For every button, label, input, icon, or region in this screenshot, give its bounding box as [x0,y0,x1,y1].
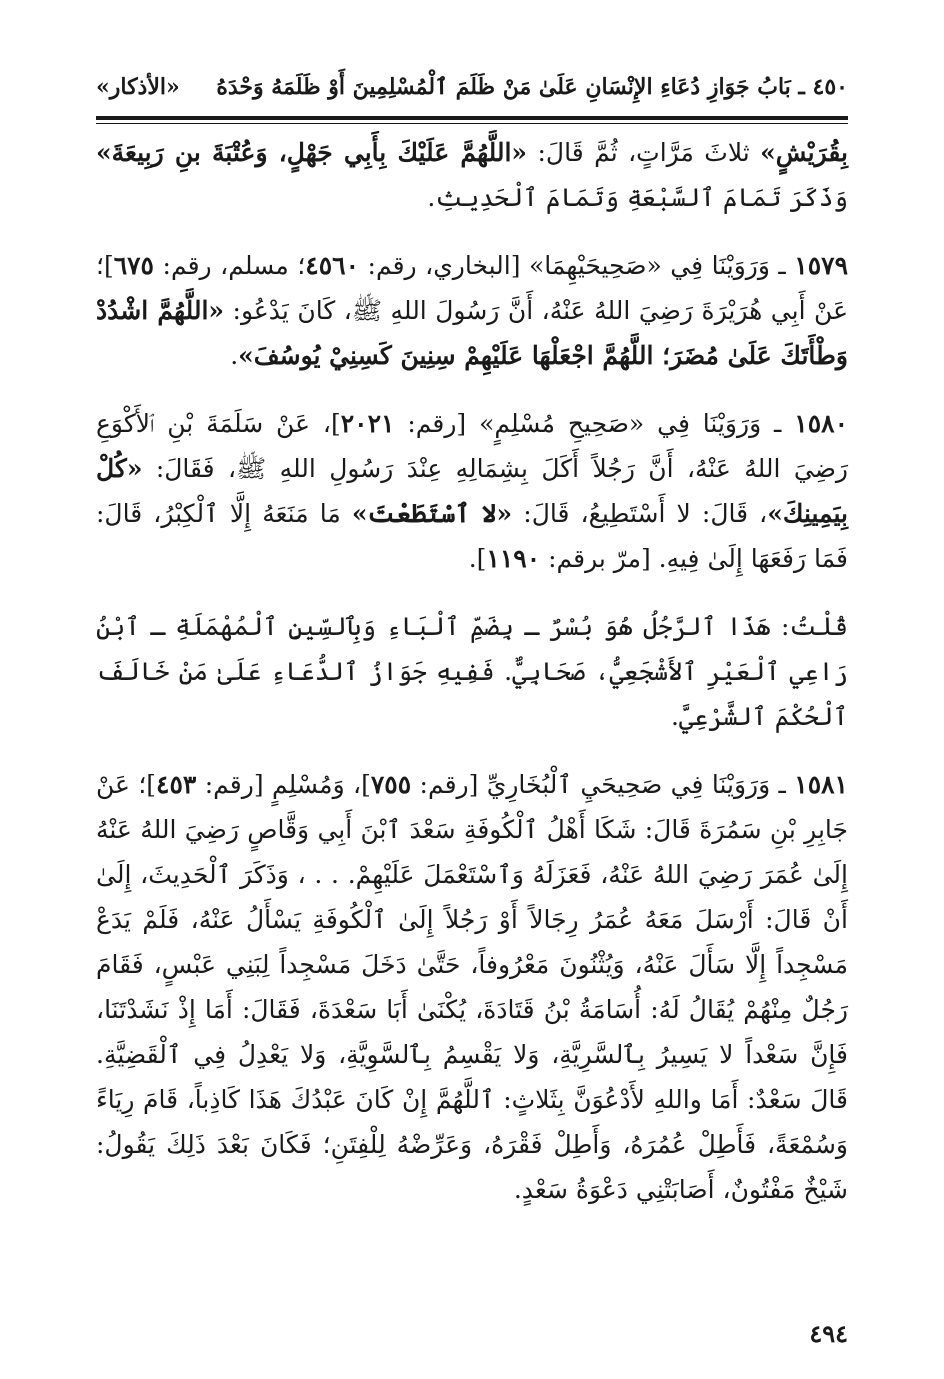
header-rule-thin [96,123,848,124]
text-segment: ، قَالَ: لا أَسْتَطِيعُ، قَالَ: [512,499,768,528]
bold-segment: ١٥٧٩ [794,251,848,280]
text-segment: ]؛ عَنْ أَبِي هُرَيْرَةَ رَضِيَ اللهُ عَنْهُ، أَنَّ رَسُولَ اللهِ ﷺ، كَانَ يَدْعُو: [96,251,848,325]
text-segment: ـ وَرَوَيْنَا فِي «صَحِيحِ مُسْلِمٍ» [رقم: [394,409,795,438]
paragraph [96,243,848,378]
bold-segment: ٤٥٣ [156,770,197,799]
paragraph [96,401,848,581]
bold-segment: ٤٥٦٠ [305,251,359,280]
bold-segment: ١٥٨١ [794,770,848,799]
bold-segment: «لا ٱسْتَطَعْتَ» [351,499,513,528]
text-segment: ]، وَمُسْلِمٍ [رقم: [196,770,371,799]
text-segment: وَذَكَرَ تَمَامَ ٱلسَّبْعَةِ وَتَمَامَ ٱلْحَدِيثِ. [427,183,848,212]
text-segment: قُلْتُ: هَذَا ٱلرَّجُلُ هُوَ بُسْرٌ ـ بِضَمِّ ٱلْبَاءِ وَبِٱلسِّينِ ٱلْمُهْمَلَةِ ـ ٱبْنُ رَاعِي ٱلْعَيْرِ ٱلأَشْجَعِيُّ، صَحَابِيٌّ. فَفِيهِ جَوَازُ ٱلدُّعَاءِ عَلَىٰ مَنْ خَالَفَ ٱلْحُكْمَ ٱلشَّرْعِيَّ. [96,612,848,731]
paragraph [96,604,848,739]
bold-segment: ٦٧٥ [113,251,154,280]
text-segment: ؛ مسلم، رقم: [154,251,306,280]
text-segment: مَا مَنَعَهُ إِلَّا ٱلْكِبْرُ، قَالَ: فَمَا رَفَعَهَا إِلَىٰ فِيهِ. [مرّ برقم: [96,499,848,573]
bold-segment: ١٥٨٠ [794,409,848,438]
text-segment: ـ وَرَوَيْنَا فِي صَحِيحَيِ ٱلْبُخَارِيِّ [رقم: [411,770,795,799]
bold-segment: «كُلْ بِيَمِينِكَ» [96,454,848,528]
header-rule-thick [96,116,848,120]
running-header [96,66,848,108]
paragraph [96,762,848,1212]
text-segment: ]، عَنْ سَلَمَةَ بْنِ ٱلأَكْوَعِ رَضِيَ اللهُ عَنْهُ، أَنَّ رَجُلاً أَكَلَ بِشِمَالِهِ عِنْدَ رَسُولِ اللهِ ﷺ، فَقَالَ: [96,409,848,483]
bold-segment: بِقُرَيْشٍ» [760,138,848,167]
bold-segment: «اللَّهُمَّ عَلَيْكَ بِأَبِي جَهْلٍ، وَعُتْبَةَ بنِ رَبِيعَةَ» [96,138,528,167]
page-number: ٤٩٤ [809,1319,848,1348]
text-segment: . [230,341,239,370]
text-segment: ]. [468,544,487,573]
text-segment: ]؛ عَنْ جَابِرِ بْنِ سَمُرَةَ قَالَ: شَكَا أَهْلُ ٱلْكُوفَةِ سَعْدَ ٱبْنَ أَبِي وَقَّاصٍ رَضِيَ اللهُ عَنْهُ إِلَىٰ عُمَرَ رَضِيَ اللهُ عَنْهُ، فَعَزَلَهُ وَٱسْتَعْمَلَ عَلَيْهِمْ. . . ، وَذَكَرَ ٱلْحَدِيثَ، إِلَىٰ أَنْ قَالَ: أَرْسَلَ مَعَهُ عُمَرُ رِجَالاً أَوْ رَجُلاً إِلَىٰ ٱلْكُوفَةِ يَسْأَلُ عَنْهُ، فَلَمْ يَدَعْ مَسْجِداً إِلَّا سَأَلَ عَنْهُ، وَيُثْنُونَ مَعْرُوفاً، حَتَّىٰ دَخَلَ مَسْجِداً لِبَنِي عَبْسٍ، فَقَامَ رَجُلٌ مِنْهُمْ يُقَالُ لَهُ: أُسَامَةُ بْنُ قَتَادَةَ، يُكْنَىٰ أَبَا سَعْدَةَ، فَقَالَ: أَمَا إِذْ نَشَدْتَنَا، فَإِنَّ سَعْداً لا يَسِيرُ بِٱلسَّرِيَّةِ، وَلا يَقْسِمُ بِٱلسَّوِيَّةِ، وَلا يَعْدِلُ فِي ٱلْقَضِيَّةِ. قَالَ سَعْدٌ: أَمَا واللهِ لأَدْعُوَنَّ بِثَلاثٍ: ٱللَّهُمَّ إِنْ كَانَ عَبْدُكَ هَذَا كَاذِباً، قَامَ رِيَاءً وَسُمْعَةً، فَأَطِلْ عُمُرَهُ، وَأَطِلْ فَقْرَهُ، وَعَرِّضْهُ لِلْفِتَنِ؛ فَكَانَ بَعْدَ ذَلِكَ يَقُولُ: شَيْخٌ مَفْتُونٌ، أَصَابَتْنِي دَعْوَةُ سَعْدٍ. [96,770,848,1204]
bold-segment: ١١٩٠ [486,544,541,573]
chapter-title: ٤٥٠ ـ بَابُ جَوَازِ دُعَاءِ الإِنْسَانِ عَلَىٰ مَنْ ظَلَمَ ٱلْمُسْلِمِينَ أَوْ ظَلَمَهُ وَحْدَهُ [216,74,848,100]
text-segment: ثلاثَ مَرَّاتٍ، ثُمَّ قَالَ: [527,138,761,167]
book-title: «الأذكار» [96,74,180,100]
text-body [96,130,848,1212]
text-segment: ـ وَرَوَيْنَا فِي «صَحِيحَيْهِمَا» [البخاري، رقم: [359,251,795,280]
bold-segment: ٧٥٥ [370,770,412,799]
bold-segment: ٢٠٢١ [340,409,395,438]
bold-segment: «اللَّهُمَّ اشْدُدْ وَطْأَتَكَ عَلَىٰ مُضَرَ؛ اللَّهُمَّ اجْعَلْهَا عَلَيْهِمْ سِنِينَ كَسِنِيْ يُوسُفَ» [96,296,848,370]
paragraph [96,130,848,220]
